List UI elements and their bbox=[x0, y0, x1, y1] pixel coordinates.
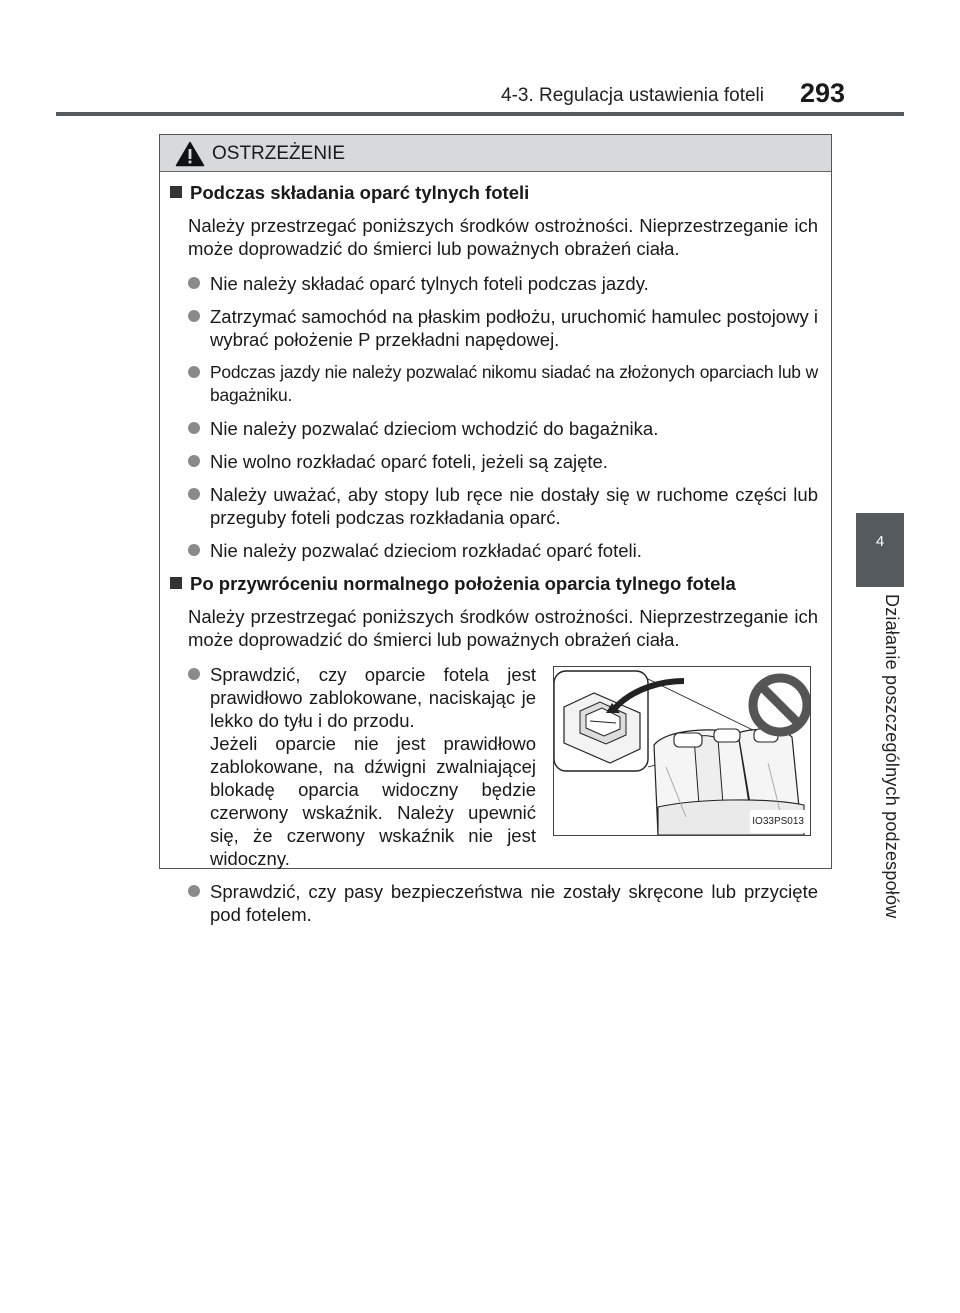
list-item: Sprawdzić, czy pasy bezpieczeństwa nie zostały skręcone lub przycięte pod fotelem. bbox=[188, 880, 818, 926]
square-bullet-icon bbox=[170, 577, 182, 589]
page-number: 293 bbox=[800, 78, 846, 108]
section-heading: Po przywróceniu normalnego położenia oparcia tylnego fotela bbox=[170, 572, 820, 595]
list-item: Sprawdzić, czy oparcie fotela jest prawidłowo zablokowane, naciskając je lekko do tyłu i do przodu. Jeżeli oparcie nie jest prawidłowo zablokowane, na dźwigni zwalniającej blokadę oparcia widoczny będzie czerwony wskaźnik. Należy upewnić się, że czerwony wskaźnik nie jest widoczny. bbox=[188, 663, 536, 870]
round-bullet-icon bbox=[188, 277, 200, 289]
square-bullet-icon bbox=[170, 186, 182, 198]
warning-triangle-icon bbox=[175, 141, 205, 167]
list-item: Nie wolno rozkładać oparć foteli, jeżeli są zajęte. bbox=[188, 450, 818, 473]
header-divider bbox=[56, 112, 904, 116]
round-bullet-icon bbox=[188, 488, 200, 500]
list-item: Nie należy pozwalać dzieciom wchodzić do bagażnika. bbox=[188, 417, 818, 440]
section-intro: Należy przestrzegać poniższych środków ostrożności. Nieprzestrzeganie ich może doprowadzić do śmierci lub poważnych obrażeń ciała. bbox=[188, 606, 818, 650]
seat-illustration bbox=[553, 666, 811, 836]
chapter-number: 4 bbox=[875, 533, 885, 550]
warning-content bbox=[170, 181, 820, 936]
figure-code: IO33PS013 bbox=[750, 810, 806, 833]
page-header bbox=[0, 0, 960, 116]
chapter-tab bbox=[856, 513, 904, 587]
bullet-list bbox=[188, 663, 818, 926]
list-item: Podczas jazdy nie należy pozwalać nikomu siadać na złożonych oparciach lub w bagażniku. bbox=[188, 361, 818, 407]
round-bullet-icon bbox=[188, 310, 200, 322]
round-bullet-icon bbox=[188, 885, 200, 897]
chapter-title: Działanie poszczególnych podzespołów bbox=[882, 594, 902, 919]
section-heading: Podczas składania oparć tylnych foteli bbox=[170, 181, 820, 204]
round-bullet-icon bbox=[188, 422, 200, 434]
round-bullet-icon bbox=[188, 455, 200, 467]
illustrated-item bbox=[188, 663, 818, 870]
round-bullet-icon bbox=[188, 544, 200, 556]
list-item: Należy uważać, aby stopy lub ręce nie dostały się w ruchome części lub przeguby foteli podczas rozkładania oparć. bbox=[188, 483, 818, 529]
warning-header bbox=[160, 135, 831, 172]
list-item: Nie należy składać oparć tylnych foteli podczas jazdy. bbox=[188, 272, 818, 295]
section-title: 4-3. Regulacja ustawienia foteli bbox=[501, 85, 764, 106]
list-item: Zatrzymać samochód na płaskim podłożu, uruchomić hamulec postojowy i wybrać położenie P przekładni napędowej. bbox=[188, 305, 818, 351]
warning-title: OSTRZEŻENIE bbox=[212, 143, 346, 164]
section-intro: Należy przestrzegać poniższych środków ostrożności. Nieprzestrzeganie ich może doprowadzić do śmierci lub poważnych obrażeń ciała. bbox=[188, 215, 818, 259]
warning-box bbox=[159, 134, 832, 925]
item-note: Jeżeli oparcie nie jest prawidłowo zablokowane, na dźwigni zwalniającej blokadę oparcia widoczny będzie czerwony wskaźnik. Należy upewnić się, że czerwony wskaźnik nie jest widoczny. bbox=[210, 733, 536, 869]
round-bullet-icon bbox=[188, 668, 200, 680]
round-bullet-icon bbox=[188, 366, 200, 378]
list-item: Nie należy pozwalać dzieciom rozkładać oparć foteli. bbox=[188, 539, 818, 562]
bullet-list bbox=[188, 272, 818, 562]
